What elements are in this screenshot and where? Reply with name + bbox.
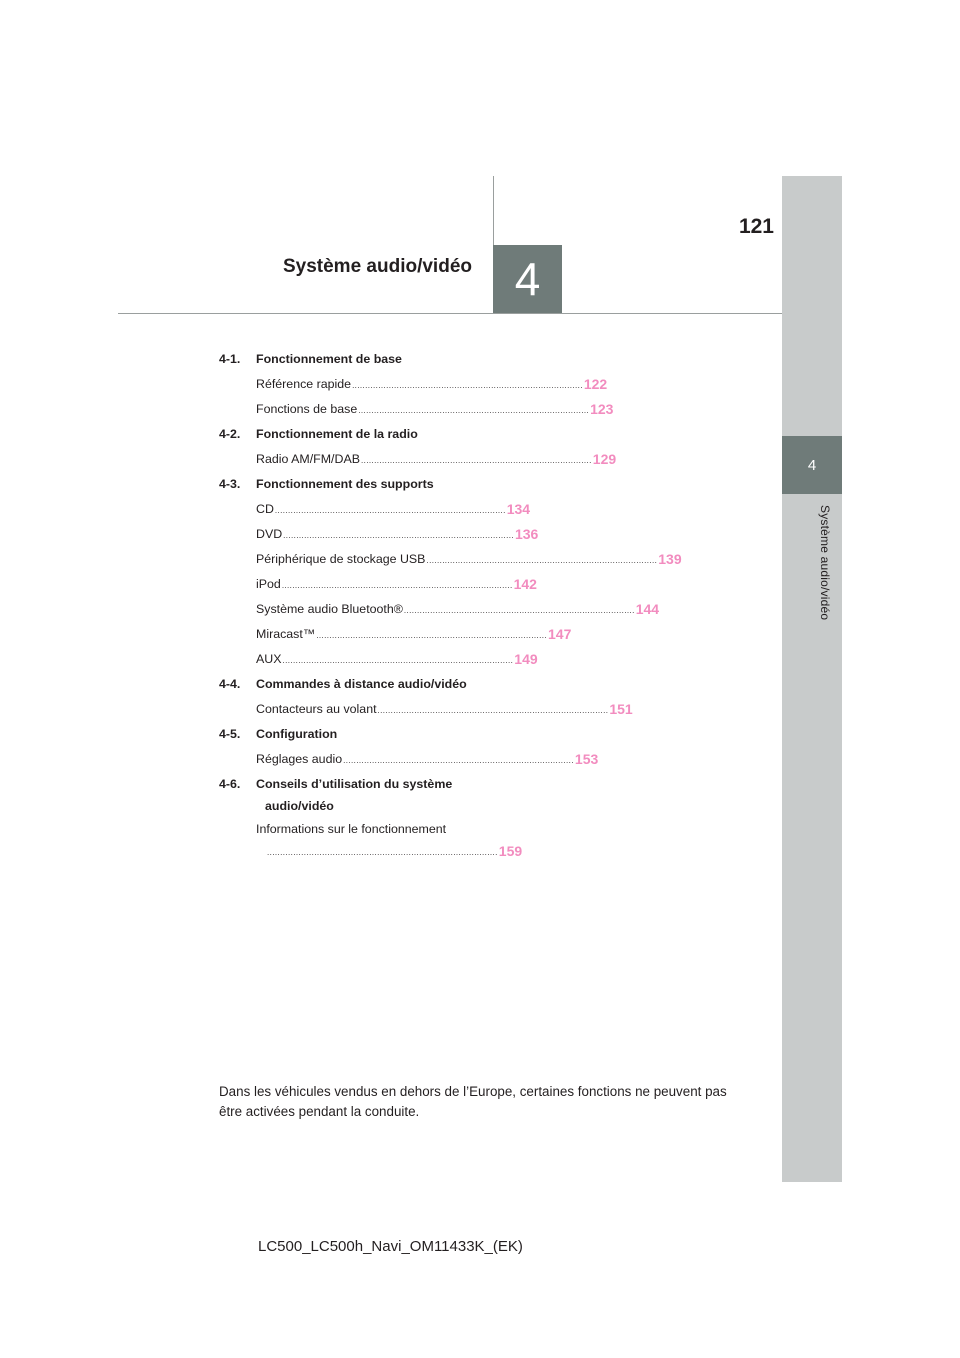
leader-dots: ........................................................................................ <box>267 848 498 857</box>
header-divider-horizontal <box>118 313 782 314</box>
entry-label: Référence rapide <box>256 376 352 391</box>
toc-entry[interactable] <box>219 521 539 546</box>
note-paragraph: Dans les véhicules vendus en dehors de l’Europe, certaines fonctions ne peuvent pas être activées pendant la conduite. <box>219 1084 727 1119</box>
toc-entry[interactable] <box>219 446 617 471</box>
toc-entry[interactable] <box>219 621 572 646</box>
entry-label: Miracast™ <box>256 626 316 641</box>
toc-entry[interactable] <box>219 396 614 421</box>
toc-entry[interactable] <box>219 746 599 771</box>
leader-dots: ........................................................................................ <box>426 555 658 565</box>
side-tab-label: Système audio/vidéo <box>818 505 832 621</box>
document-code: LC500_LC500h_Navi_OM11433K_(EK) <box>258 1238 523 1255</box>
entry-label: AUX <box>256 651 282 666</box>
section-number: 4-6. <box>219 776 241 791</box>
leader-dots: ........................................................................................ <box>377 705 609 715</box>
entry-label: Informations sur le fonctionnement <box>256 821 447 836</box>
entry-label: DVD <box>256 526 283 541</box>
page-link[interactable]: 147 <box>548 625 572 642</box>
toc-section-4-5 <box>219 721 469 746</box>
page-link[interactable]: 144 <box>635 600 660 617</box>
leader-dots: ........................................................................................ <box>282 655 514 665</box>
table-of-contents <box>219 346 682 861</box>
toc-entry-label-line[interactable] <box>219 816 469 841</box>
chapter-title: Système audio/vidéo <box>282 256 472 277</box>
entry-label: Contacteurs au volant <box>256 701 377 716</box>
section-title-continued: audio/vidéo <box>265 799 334 813</box>
leader-dots: ........................................................................................ <box>343 755 574 765</box>
leader-dots: ........................................................................................ <box>283 530 514 540</box>
section-title: Commandes à distance audio/vidéo <box>256 676 467 691</box>
section-title: Fonctionnement des supports <box>256 476 434 491</box>
toc-entry-page-line[interactable] <box>219 841 523 861</box>
toc-entry[interactable] <box>219 696 633 721</box>
toc-entry[interactable] <box>219 596 660 621</box>
page-link[interactable]: 123 <box>590 400 614 417</box>
leader-dots: ........................................................................................ <box>358 405 590 415</box>
entry-label: Radio AM/FM/DAB <box>256 451 360 466</box>
page-link[interactable]: 129 <box>592 450 617 467</box>
section-number: 4-3. <box>219 476 241 491</box>
leader-dots: ........................................................................................ <box>281 580 513 590</box>
toc-entry[interactable] <box>219 571 537 596</box>
toc-section-4-1 <box>219 346 469 371</box>
toc-entry[interactable] <box>219 371 608 396</box>
section-title: Conseils d’utilisation du système <box>256 776 453 791</box>
page-number: 121 <box>738 215 774 238</box>
section-title: Fonctionnement de base <box>256 351 402 366</box>
page-link[interactable]: 149 <box>514 650 538 667</box>
leader-dots: ........................................................................................ <box>274 505 506 515</box>
section-title: Fonctionnement de la radio <box>256 426 418 441</box>
page-link[interactable]: 151 <box>609 700 633 717</box>
page-link[interactable]: 159 <box>498 843 523 859</box>
entry-label: CD <box>256 501 274 516</box>
page-link[interactable]: 153 <box>574 750 599 767</box>
toc-section-4-2 <box>219 421 469 446</box>
toc-entry[interactable] <box>219 646 538 671</box>
section-number: 4-4. <box>219 676 241 691</box>
section-title: Configuration <box>256 726 338 741</box>
entry-label: Système audio Bluetooth® <box>256 601 403 616</box>
leader-dots: ........................................................................................ <box>352 380 583 390</box>
section-number: 4-1. <box>219 351 241 366</box>
section-number: 4-2. <box>219 426 241 441</box>
toc-section-4-6 <box>219 771 469 796</box>
entry-label: iPod <box>256 576 281 591</box>
chapter-number-box: 4 <box>493 245 562 313</box>
toc-section-4-3 <box>219 471 469 496</box>
entry-label: Périphérique de stockage USB <box>256 551 426 566</box>
toc-entry[interactable] <box>219 496 531 521</box>
header-divider-vertical <box>493 176 494 246</box>
section-number: 4-5. <box>219 726 241 741</box>
page-link[interactable]: 142 <box>513 575 537 592</box>
page-link[interactable]: 139 <box>658 550 682 567</box>
toc-section-4-4 <box>219 671 469 696</box>
leader-dots: ........................................................................................ <box>316 630 548 640</box>
entry-label: Réglages audio <box>256 751 343 766</box>
toc-entry[interactable] <box>219 546 682 571</box>
page-link[interactable]: 136 <box>514 525 539 542</box>
page-link[interactable]: 134 <box>506 500 531 517</box>
side-tab-number: 4 <box>782 436 842 494</box>
leader-dots: ........................................................................................ <box>403 605 635 615</box>
leader-dots: ........................................................................................ <box>360 455 592 465</box>
entry-label: Fonctions de base <box>256 401 358 416</box>
page-link[interactable]: 122 <box>583 375 608 392</box>
